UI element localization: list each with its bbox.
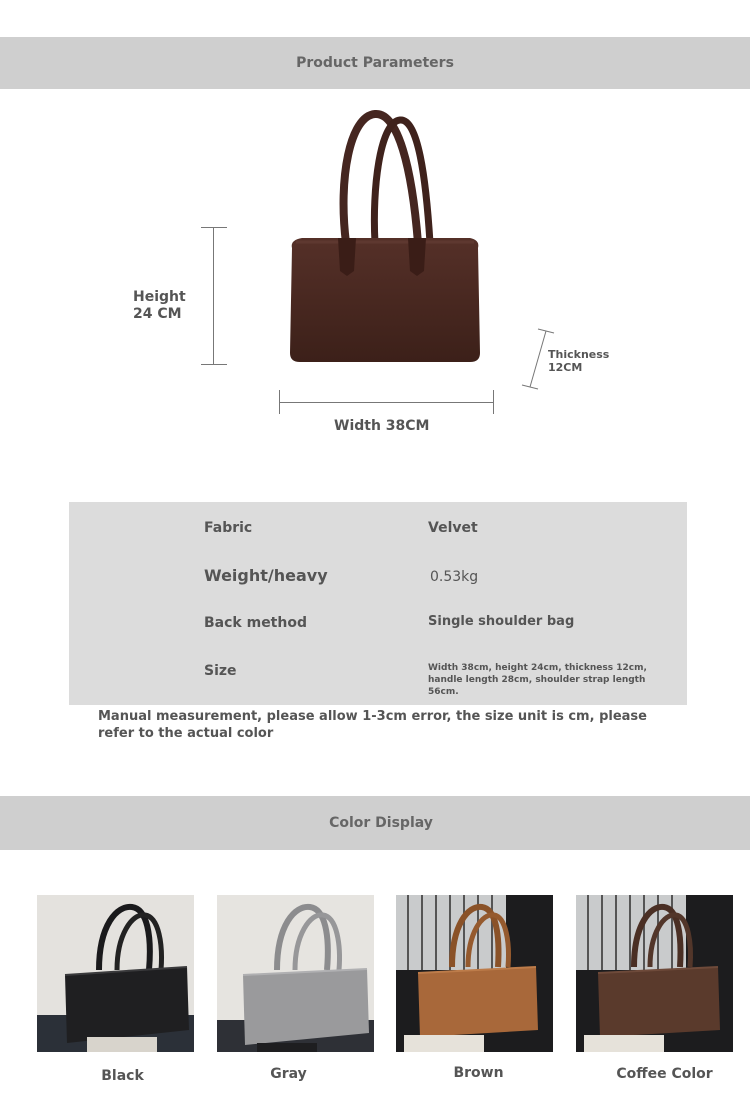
height-line-top-cap: [201, 227, 227, 228]
coffee-bag-image: [576, 895, 733, 1052]
param-label-size: Size: [204, 663, 237, 679]
color-name-black: Black: [101, 1068, 144, 1084]
color-option-gray[interactable]: [217, 895, 374, 1052]
gray-bag-image: [217, 895, 374, 1052]
color-display-banner: [0, 796, 750, 850]
param-value-back-method: Single shoulder bag: [428, 614, 575, 629]
color-option-black[interactable]: [37, 895, 194, 1052]
width-line: [279, 402, 494, 403]
height-label: Height 24 CM: [133, 289, 186, 322]
measurement-note: Manual measurement, please allow 1-3cm error, the size unit is cm, please refer to the actual color: [98, 709, 647, 741]
bag-image: [280, 108, 490, 368]
param-label-weight: Weight/heavy: [204, 566, 328, 585]
param-value-size: Width 38cm, height 24cm, thickness 12cm, handle length 28cm, shoulder strap length 56cm.: [428, 663, 647, 697]
black-bag-image: [37, 895, 194, 1052]
product-parameters-banner: [0, 37, 750, 89]
height-line-bottom-cap: [201, 364, 227, 365]
width-label: Width 38CM: [334, 418, 430, 434]
height-line: [213, 227, 214, 365]
parameters-table: [69, 502, 687, 705]
product-parameters-title: Product Parameters: [296, 55, 454, 71]
color-name-gray: Gray: [270, 1066, 307, 1082]
param-label-back-method: Back method: [204, 615, 307, 631]
color-option-coffee[interactable]: [576, 895, 733, 1052]
color-name-coffee: Coffee Color: [616, 1066, 713, 1082]
color-option-brown[interactable]: [396, 895, 553, 1052]
param-value-weight: 0.53kg: [430, 569, 479, 585]
color-display-title: Color Display: [329, 815, 433, 831]
param-label-fabric: Fabric: [204, 520, 253, 536]
thickness-label: Thickness 12CM: [548, 348, 610, 375]
width-line-right-cap: [493, 390, 494, 414]
brown-bag-image: [396, 895, 553, 1052]
param-value-fabric: Velvet: [428, 520, 478, 536]
color-name-brown: Brown: [453, 1065, 504, 1081]
